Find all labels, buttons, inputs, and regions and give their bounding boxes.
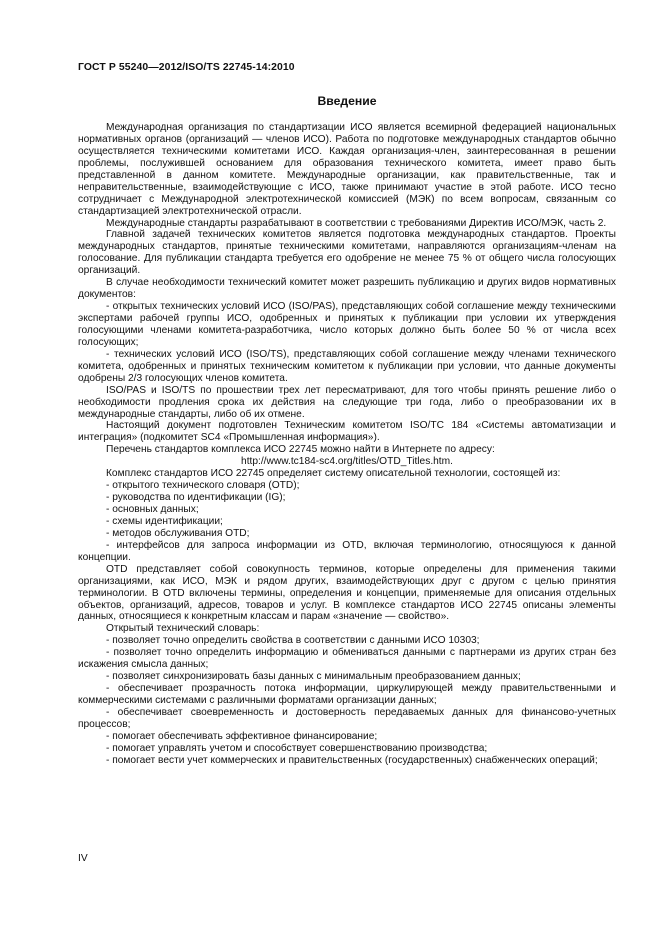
paragraph-system-definition: Комплекс стандартов ИСО 22745 определяет систему описательной технологии, состоящей из: bbox=[106, 468, 561, 480]
list-item-exchange: - позволяет точно определить информацию и обмениваться данными с партнерами из других стран без искажения смысла данных; bbox=[78, 647, 616, 671]
list-item-ig: - руководства по идентификации (IG); bbox=[106, 492, 286, 504]
paragraph-tc-task: Главной задачей технических комитетов является подготовка международных стандартов. Проекты международных стандартов, принятые техническими комитетами, направляются организациям-членам на голосование. Для публикации стандарта требуется его одобрение не менее 75 % от общего числа голосующих организаций. bbox=[78, 229, 616, 277]
list-item-iso-pas: - открытых технических условий ИСО (ISO/PAS), представляющих собой соглашение между техническими экспертами рабочей группы ИСО, одобренных и принятых к публикации при условии их утверждения голосующими членами комитета-разработчика, число которых должно быть более 50 % от числа всех голосующих; bbox=[78, 301, 616, 348]
section-title: Введение bbox=[317, 94, 377, 108]
paragraph-iso-overview: Международная организация по стандартизации ИСО является всемирной федерацией национальных нормативных органов (организаций — членов ИСО). Работа по подготовке международных стандартов обычно осуществляется техническими комитетами ИСО. Каждая организация-член, заинтересованная в решении проблемы, послужившей основанием для образования технического комитета, имеет право быть представленной в данном комитете. Международные организации, как правительственные, так и неправительственные, взаимодействующие с ИСО, также принимают участие в этой работе. ИСО тесно сотрудничает с Международной электротехнической комиссией (МЭК) по всем вопросам, связанным со стандартизацией электротехнической отрасли. bbox=[78, 122, 616, 217]
document-code-header: ГОСТ Р 55240—2012/ISO/TS 22745-14:2010 bbox=[78, 62, 295, 73]
paragraph-otd-definition: OTD представляет собой совокупность терминов, которые определены для применения такими организациями, как ИСО, МЭК и рядом других, взаимодействующих друг с другом с целью принятия терминологии. В OTD включены термины, определения и концепции, применяемые для описания отдельных объектов, организаций, адресов, товаров и услуг. В комплексе стандартов ИСО 22745 описаны элементы данных, относящиеся к конкретным классам и парам «значение — свойство». bbox=[78, 563, 616, 623]
list-item-procurement: - помогает вести учет коммерческих и правительственных (государственных) снабженческих операций; bbox=[106, 754, 598, 766]
standards-url: http://www.tc184-sc4.org/titles/OTD_Titles.htm. bbox=[241, 456, 453, 468]
list-item-master-data: - основных данных; bbox=[106, 504, 199, 515]
list-item-id-scheme: - схемы идентификации; bbox=[106, 515, 223, 527]
paragraph-directives: Международные стандарты разрабатывают в соответствии с требованиями Директив ИСО/МЭК, часть 2. bbox=[106, 217, 607, 229]
list-item-sync: - позволяет синхронизировать базы данных с минимальным преобразованием данных; bbox=[106, 671, 521, 683]
list-item-properties: - позволяет точно определить свойства в соответствии с данными ИСО 10303; bbox=[106, 635, 480, 647]
paragraph-prepared-by: Настоящий документ подготовлен Техническим комитетом ISO/TC 184 «Системы автоматизации и интеграция» (подкомитет SC4 «Промышленная информация»). bbox=[78, 420, 616, 444]
paragraph-otd-intro: Открытый технический словарь: bbox=[106, 623, 260, 635]
list-item-financing: - помогает обеспечивать эффективное финансирование; bbox=[106, 730, 378, 742]
list-item-interfaces: - интерфейсов для запроса информации из OTD, включая терминологию, относящуюся к данной концепции. bbox=[78, 539, 616, 563]
paragraph-standards-list: Перечень стандартов комплекса ИСО 22745 можно найти в Интернете по адресу: bbox=[106, 444, 495, 456]
list-item-iso-ts: - технических условий ИСО (ISO/TS), представляющих собой соглашение между членами технического комитета, одобренных и принятых техническим комитетом к публикации при условии, что данные документы одобрены 2/3 голосующих членов комитета. bbox=[78, 348, 616, 384]
list-item-otd-maintenance: - методов обслуживания OTD; bbox=[106, 527, 250, 539]
document-body bbox=[78, 122, 616, 767]
list-item-transparency: - обеспечивает прозрачность потока информации, циркулирующей между правительственными и коммерческими системами с различными форматами организации данных; bbox=[78, 683, 616, 706]
list-item-timeliness: - обеспечивает своевременность и достоверность передаваемых данных для финансово-учетных процессов; bbox=[78, 706, 616, 730]
page-number: IV bbox=[78, 853, 88, 864]
list-item-production: - помогает управлять учетом и способствует совершенствованию производства; bbox=[106, 742, 488, 754]
list-item-otd: - открытого технического словаря (OTD); bbox=[106, 480, 300, 492]
paragraph-other-documents: В случае необходимости технический комитет может разрешить публикацию и других видов нормативных документов: bbox=[78, 277, 616, 301]
paragraph-review: ISO/PAS и ISO/TS по прошествии трех лет пересматривают, для того чтобы принять решение либо о необходимости продления срока их действия на следующие три года, либо о преобразовании их в международные стандарты, либо об их отмене. bbox=[78, 384, 616, 420]
